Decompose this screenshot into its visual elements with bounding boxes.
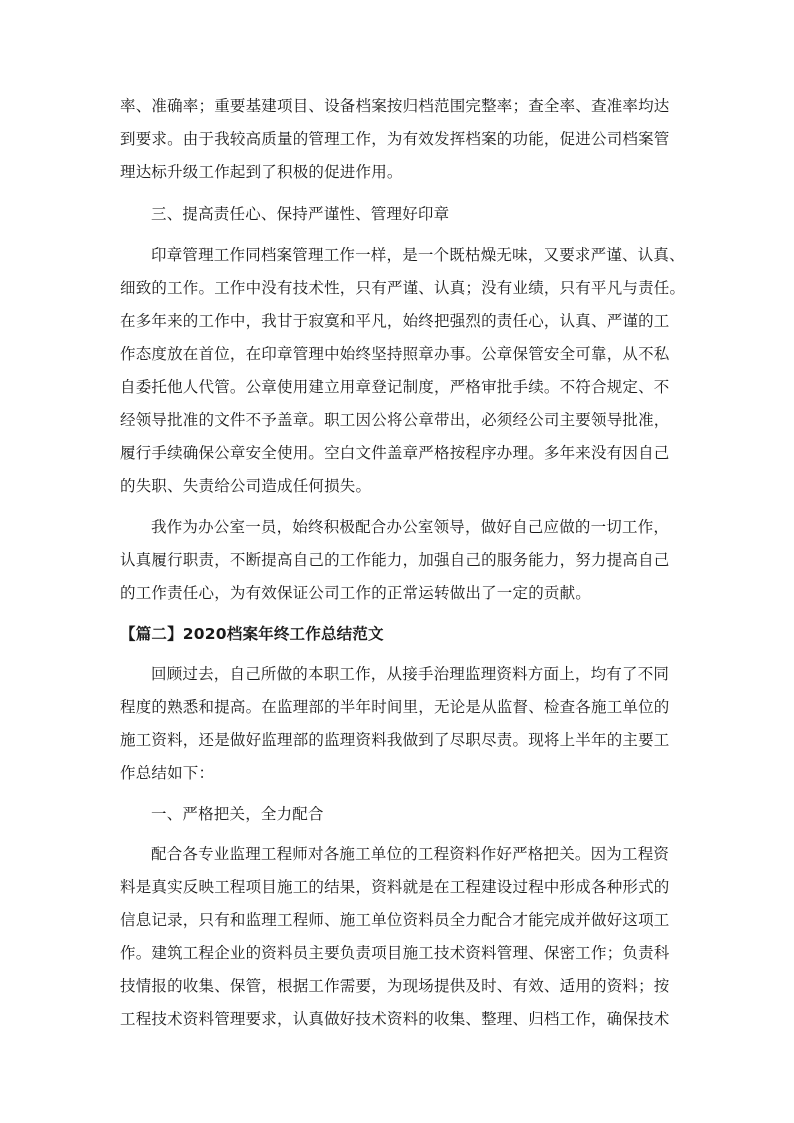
text-line: 施工资料，还是做好监理部的监理资料我做到了尽职尽责。现将上半年的主要工 xyxy=(120,731,670,749)
text-line: 印章管理工作同档案管理工作一样，是一个既枯燥无味，又要求严谨、认真、 xyxy=(151,246,685,264)
text-line: 理达标升级工作起到了积极的促进作用。 xyxy=(120,163,403,181)
text-line: 配合各专业监理工程师对各施工单位的工程资料作好严格把关。因为工程资 xyxy=(151,845,670,863)
text-line: 作总结如下： xyxy=(120,764,215,782)
text-line: 率、准确率；重要基建项目、设备档案按归档范围完整率；查全率、查准率均达 xyxy=(120,97,670,115)
text-line: 履行手续确保公章安全使用。空白文件盖章严格按程序办理。多年来没有因自己 xyxy=(120,444,670,462)
text-line: 经领导批准的文件不予盖章。职工因公将公章带出，必须经公司主要领导批准， xyxy=(120,411,670,429)
chapter-heading: 【篇二】2020档案年终工作总结范文 xyxy=(120,625,384,643)
text-line: 认真履行职责，不断提高自己的工作能力，加强自己的服务能力，努力提高自己 xyxy=(120,551,670,569)
text-line: 细致的工作。工作中没有技术性，只有严谨、认真；没有业绩，只有平凡与责任。 xyxy=(120,279,686,297)
text-line: 回顾过去，自己所做的本职工作，从接手治理监理资料方面上，均有了不同 xyxy=(151,665,670,683)
text-line: 信息记录，只有和监理工程师、施工单位资料员全力配合才能完成并做好这项工 xyxy=(120,911,670,929)
text-line: 作态度放在首位，在印章管理中始终坚持照章办事。公章保管安全可靠，从不私 xyxy=(120,345,670,363)
text-line: 我作为办公室一员，始终积极配合办公室领导，做好自己应做的一切工作， xyxy=(151,518,670,536)
text-line: 程度的熟悉和提高。在监理部的半年时间里，无论是从监督、检查各施工单位的 xyxy=(120,698,670,716)
text-line: 作。建筑工程企业的资料员主要负责项目施工技术资料管理、保密工作；负责科 xyxy=(120,944,670,962)
text-line: 的工作责任心，为有效保证公司工作的正常运转做出了一定的贡献。 xyxy=(120,584,592,602)
section-heading: 一、严格把关，全力配合 xyxy=(151,805,324,823)
text-line: 工程技术资料管理要求，认真做好技术资料的收集、整理、归档工作，确保技术 xyxy=(120,1010,670,1028)
section-heading: 三、提高责任心、保持严谨性、管理好印章 xyxy=(151,205,450,223)
text-line: 在多年来的工作中，我甘于寂寞和平凡，始终把强烈的责任心，认真、严谨的工 xyxy=(120,312,670,330)
text-line: 的失职、失责给公司造成任何损失。 xyxy=(120,477,372,495)
text-line: 到要求。由于我较高质量的管理工作，为有效发挥档案的功能，促进公司档案管 xyxy=(120,130,670,148)
text-line: 料是真实反映工程项目施工的结果，资料就是在工程建设过程中形成各种形式的 xyxy=(120,878,670,896)
text-line: 技情报的收集、保管，根据工作需要，为现场提供及时、有效、适用的资料；按 xyxy=(120,977,670,995)
text-line: 自委托他人代管。公章使用建立用章登记制度，严格审批手续。不符合规定、不 xyxy=(120,378,670,396)
